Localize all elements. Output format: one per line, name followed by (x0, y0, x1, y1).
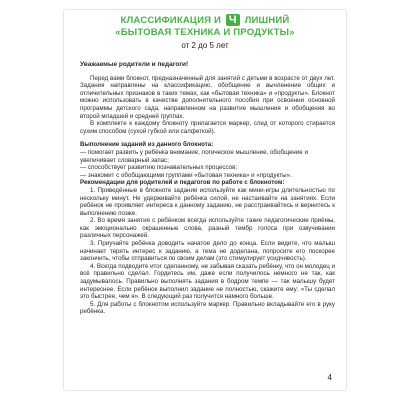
title-line (64, 14, 346, 27)
page-number: 4 (327, 373, 332, 382)
greeting: Уважаемые родители и педагоги! (80, 61, 189, 68)
recommendation-2: 2. Во время занятия с ребёнком всегда используйте такие педагогические приёмы, как эмоционально окрашенные слова, разный тембр голоса при озвучивании различных персонажей. (80, 217, 335, 240)
recommendation-1: 1. Приведённые в блокноте задания используйте как мини-игры длительностью по нескольку минут. Не удерживайте ребёнка силой, не настаивайте на занятиях. Если ребёнок не проявляет интереса к данному заданию, не расстраивайтесь и вернитесь к выполнению позже. (80, 186, 335, 217)
document-page (64, 10, 346, 390)
intro-paragraph-1: Перед вами блокнот, предназначенный для занятий с детьми в возрасте от двух лет. Задания направлены на классификацию, обобщение и вычленение общих и отличительных признаков в таких темах, как «бытовая техника» и «продукты». Блокнот можно использовать в качестве дополнительного пособия при освоении основной программы детского сада, направленном на развитие мышления и обобщения во второй младшей и средней группах. (80, 74, 335, 120)
tasks-item-1: — помогает развить у ребёнка внимание, логическое мышление, обобщение и увеличивает словарный запас; (80, 148, 308, 164)
header (64, 14, 346, 51)
tasks-item-3: — знакомит с обобщающими группами «бытовая техника» и «продукты». (80, 171, 292, 179)
recommendations-heading: Рекомендации для родителей и педагогов по работе с блокнотом: (80, 179, 285, 187)
subtitle: «БЫТОВАЯ ТЕХНИКА И ПРОДУКТЫ» (115, 27, 295, 38)
recommendation-4: 4. Всегда подводите итог сделанному, не забывая сказать ребёнку, что он молодец и всё правильно сделал. Гордитесь им, даже если получилось немного не так, как задумывалось. Правильно выполнять задания в бодром темпе — так малышу будет интереснее. Если ребёнок выполнил задание не полностью, скажите ему: «Ты сделал это быстрее, чем я». В следующий раз получится намного больше. (80, 262, 335, 301)
title-right: ЛИШНИЙ (244, 15, 290, 26)
title-badge: Ч (226, 14, 240, 26)
title-left: КЛАССИФИКАЦИЯ И (120, 15, 222, 26)
tasks-item-2: — способствует развитию познавательных процессов; (80, 164, 238, 172)
intro-paragraph-2: В комплекте к каждому блокноту прилагается маркер, след от которого стирается сухим способом (сухой губкой или салфеткой). (80, 120, 335, 135)
recommendation-3: 3. Приучайте ребёнка доводить начатое дело до конца. Если видите, что малыш начинает терять интерес к заданию, а тема не доделана, попросите его поскорее закончить, чтобы отправиться по своим делам (это стимулирует усидчивость). (80, 240, 335, 263)
recommendation-5: 5. Для работы с блокнотом используйте маркер. Правильно вкладывайте его в руку ребёнка. (80, 300, 335, 316)
tasks-heading: Выполнение заданий из данного блокнота: (80, 141, 214, 149)
age-range: от 2 до 5 лет (181, 41, 229, 50)
document-body (80, 61, 335, 316)
